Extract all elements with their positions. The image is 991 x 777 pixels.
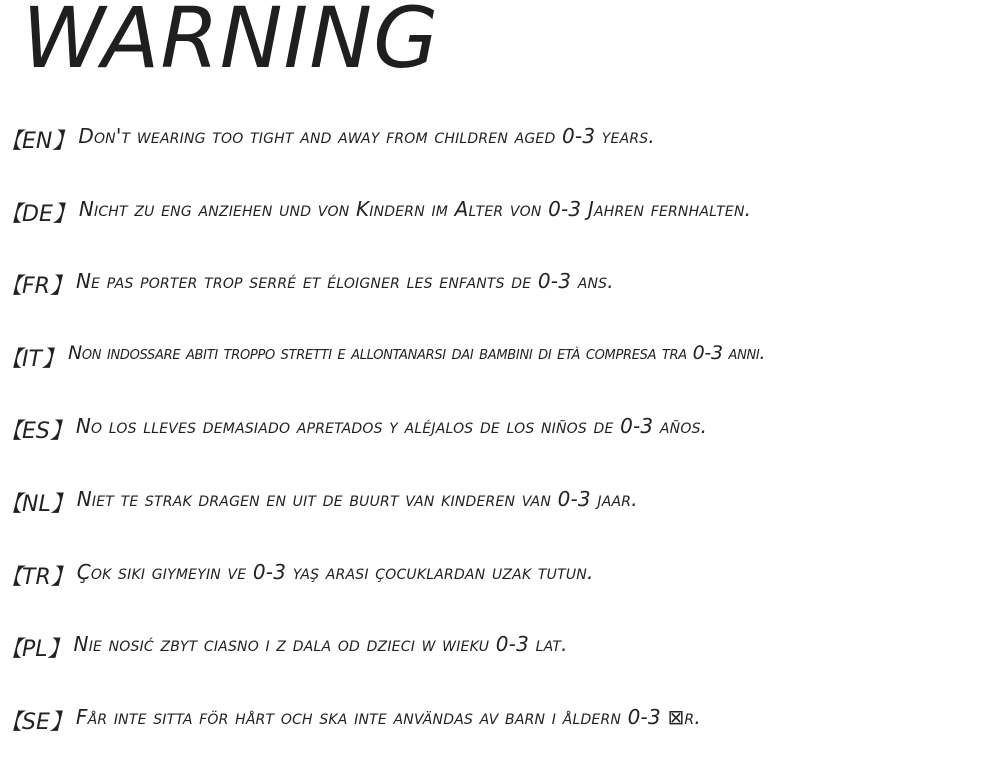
language-tag-tr: 【TR】 [0, 564, 73, 590]
warning-text-se: Får inte sitta för hårt och ska inte användas av barn i åldern 0-3 ⊠r. [75, 704, 701, 729]
warning-line-nl [0, 487, 991, 560]
language-tag-de: 【DE】 [0, 201, 75, 227]
warning-text-en: Don't wearing too tight and away from children aged 0-3 years. [78, 124, 655, 148]
warning-text-nl: Niet te strak dragen en uit de buurt van kinderen van 0-3 jaar. [76, 486, 638, 511]
warning-text-de: Nicht zu eng anziehen und von Kindern im Alter von 0-3 Jahren fernhalten. [78, 196, 752, 221]
language-tag-fr: 【FR】 [0, 274, 72, 300]
language-tag-se: 【SE】 [0, 709, 72, 735]
warning-line-pl [0, 632, 991, 705]
warning-line-de [0, 197, 991, 270]
warning-line-en [0, 124, 991, 197]
language-tag-es: 【ES】 [0, 419, 72, 445]
warning-text-it: Non indossare abiti troppo stretti e allontanarsi dai bambini di età compresa tra 0-3 anni. [67, 341, 766, 364]
language-tag-it: 【IT】 [0, 346, 64, 372]
warning-text-tr: Çok sıkı giymeyin ve 0-3 yaş arası çocuklardan uzak tutun. [76, 559, 594, 584]
warning-line-it [0, 342, 991, 415]
language-tag-pl: 【PL】 [0, 637, 70, 663]
warning-text-pl: Nie nosić zbyt ciasno i z dala od dzieci w wieku 0-3 lat. [73, 632, 568, 657]
warning-line-es [0, 414, 991, 487]
warning-list [0, 124, 991, 777]
language-tag-nl: 【NL】 [0, 491, 73, 517]
warning-text-es: No los lleves demasiado apretados y aléjalos de los niños de 0-3 años. [75, 414, 708, 439]
warning-line-se [0, 705, 991, 777]
warning-text-fr: Ne pas porter trop serré et éloigner les enfants de 0-3 ans. [75, 269, 614, 294]
warning-line-fr [0, 269, 991, 342]
warning-line-tr [0, 560, 991, 633]
warning-title: WARNING [22, 0, 440, 87]
language-tag-en: 【EN】 [0, 129, 75, 154]
